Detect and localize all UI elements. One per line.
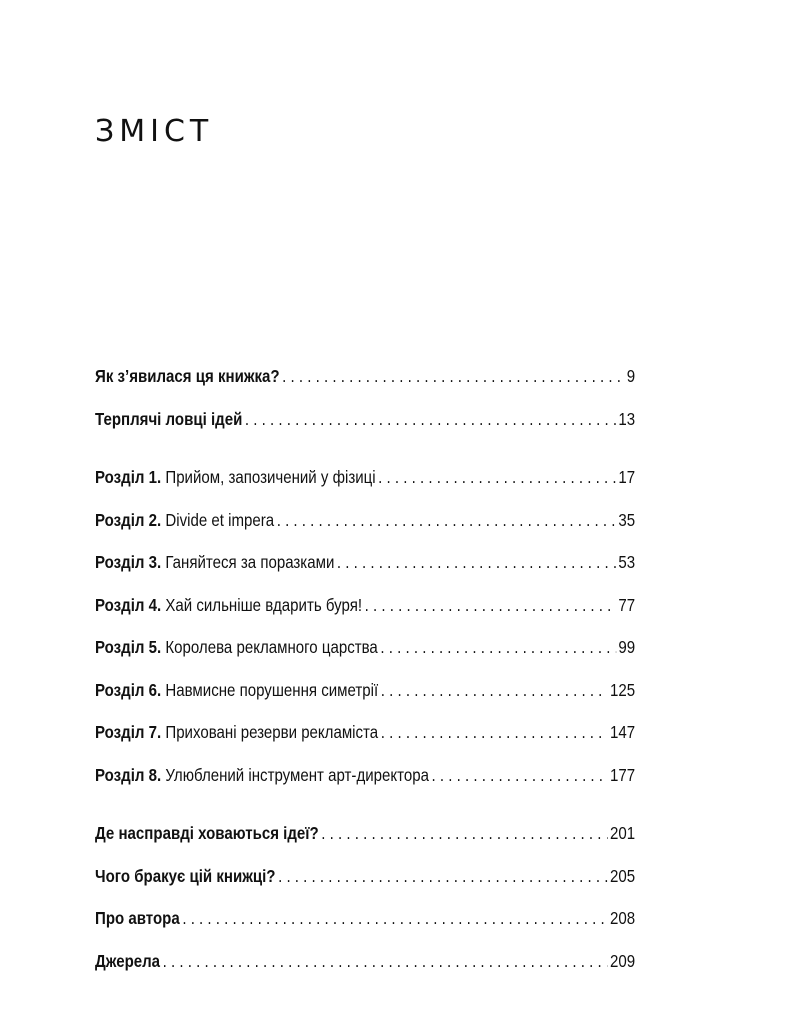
toc-entry-chapter-8[interactable] bbox=[95, 754, 635, 797]
dot-leader bbox=[321, 812, 607, 855]
section-gap bbox=[95, 796, 635, 812]
toc-entry-title bbox=[161, 499, 274, 542]
toc-entry-page: 35 bbox=[618, 509, 636, 530]
dot-leader bbox=[381, 669, 608, 712]
dot-leader bbox=[365, 584, 616, 627]
toc-entry-title bbox=[161, 541, 334, 584]
section-gap bbox=[95, 440, 635, 456]
dot-leader bbox=[337, 541, 616, 584]
chapter-number: Розділ 2. bbox=[95, 509, 162, 530]
toc-entry-page: 125 bbox=[609, 679, 636, 700]
toc-entry-page: 177 bbox=[609, 764, 636, 785]
toc-entry-page: 9 bbox=[626, 366, 636, 386]
chapter-title: Divide et impera bbox=[165, 509, 275, 530]
toc-entry-chapter-4[interactable] bbox=[95, 584, 635, 627]
toc-entry-title: Терплячі ловці ідей bbox=[95, 408, 243, 429]
dot-leader bbox=[277, 499, 616, 542]
chapter-title: Улюблений інструмент арт-директора bbox=[165, 764, 429, 785]
toc-entry-title: Де насправді ховаються ідеї? bbox=[95, 823, 319, 843]
toc-entry-closing-2[interactable] bbox=[95, 855, 635, 898]
chapter-title: Хай сильніше вдарить буря! bbox=[165, 594, 363, 615]
toc-entry-closing-1[interactable] bbox=[95, 812, 635, 855]
chapter-title: Королева рекламного царства bbox=[165, 637, 378, 657]
dot-leader bbox=[380, 626, 615, 669]
toc-entry-page: 13 bbox=[618, 408, 636, 429]
toc-entry-page: 208 bbox=[609, 908, 636, 928]
page-title: ЗМІСТ bbox=[95, 114, 214, 149]
toc-entry-chapter-7[interactable] bbox=[95, 711, 635, 754]
chapter-number: Розділ 7. bbox=[95, 722, 162, 742]
toc-entry-closing-3[interactable] bbox=[95, 897, 635, 940]
dot-leader bbox=[282, 355, 624, 398]
toc-entry-title bbox=[161, 669, 378, 712]
chapter-title: Приховані резерви рекламіста bbox=[165, 722, 379, 742]
chapter-title: Навмисне порушення симетрії bbox=[165, 679, 379, 700]
toc-entry-page: 53 bbox=[618, 552, 636, 572]
dot-leader bbox=[378, 456, 616, 499]
chapter-number: Розділ 4. bbox=[95, 594, 162, 615]
toc-entry-page: 209 bbox=[609, 950, 636, 971]
toc-entry-intro-2[interactable] bbox=[95, 398, 635, 441]
toc-entry-intro-1[interactable] bbox=[95, 355, 635, 398]
chapter-number: Розділ 3. bbox=[95, 552, 162, 572]
toc-entry-page: 99 bbox=[618, 637, 636, 657]
toc-entry-page: 77 bbox=[618, 594, 636, 615]
dot-leader bbox=[163, 940, 608, 983]
toc-entry-title bbox=[161, 711, 378, 754]
toc-entry-title: Джерела bbox=[95, 950, 161, 971]
toc-entry-title bbox=[161, 626, 378, 669]
toc-entry-title bbox=[161, 456, 375, 499]
toc-entry-chapter-5[interactable] bbox=[95, 626, 635, 669]
toc-entry-chapter-3[interactable] bbox=[95, 541, 635, 584]
chapter-number: Розділ 6. bbox=[95, 679, 162, 700]
toc-entry-chapter-2[interactable] bbox=[95, 499, 635, 542]
toc-entry-title: Про автора bbox=[95, 908, 180, 928]
toc-entry-chapter-6[interactable] bbox=[95, 669, 635, 712]
chapter-title: Прийом, запозичений у фізиці bbox=[165, 467, 376, 487]
toc-entry-title: Чого бракує цій книжці? bbox=[95, 865, 276, 886]
toc-entry-title: Як з’явилася ця книжка? bbox=[95, 366, 280, 386]
toc-entry-title bbox=[161, 584, 362, 627]
chapter-number: Розділ 1. bbox=[95, 467, 162, 487]
dot-leader bbox=[245, 398, 616, 441]
table-of-contents bbox=[95, 355, 635, 982]
toc-entry-page: 147 bbox=[609, 722, 636, 742]
toc-entry-chapter-1[interactable] bbox=[95, 456, 635, 499]
chapter-title: Ганяйтеся за поразками bbox=[165, 552, 335, 572]
dot-leader bbox=[432, 754, 608, 797]
toc-entry-page: 201 bbox=[609, 823, 636, 843]
toc-entry-page: 17 bbox=[618, 467, 636, 487]
dot-leader bbox=[182, 897, 607, 940]
toc-entry-page: 205 bbox=[609, 865, 636, 886]
dot-leader bbox=[278, 855, 607, 898]
toc-entry-closing-4[interactable] bbox=[95, 940, 635, 983]
toc-entry-title bbox=[161, 754, 429, 797]
dot-leader bbox=[381, 711, 608, 754]
chapter-number: Розділ 5. bbox=[95, 637, 162, 657]
chapter-number: Розділ 8. bbox=[95, 764, 162, 785]
